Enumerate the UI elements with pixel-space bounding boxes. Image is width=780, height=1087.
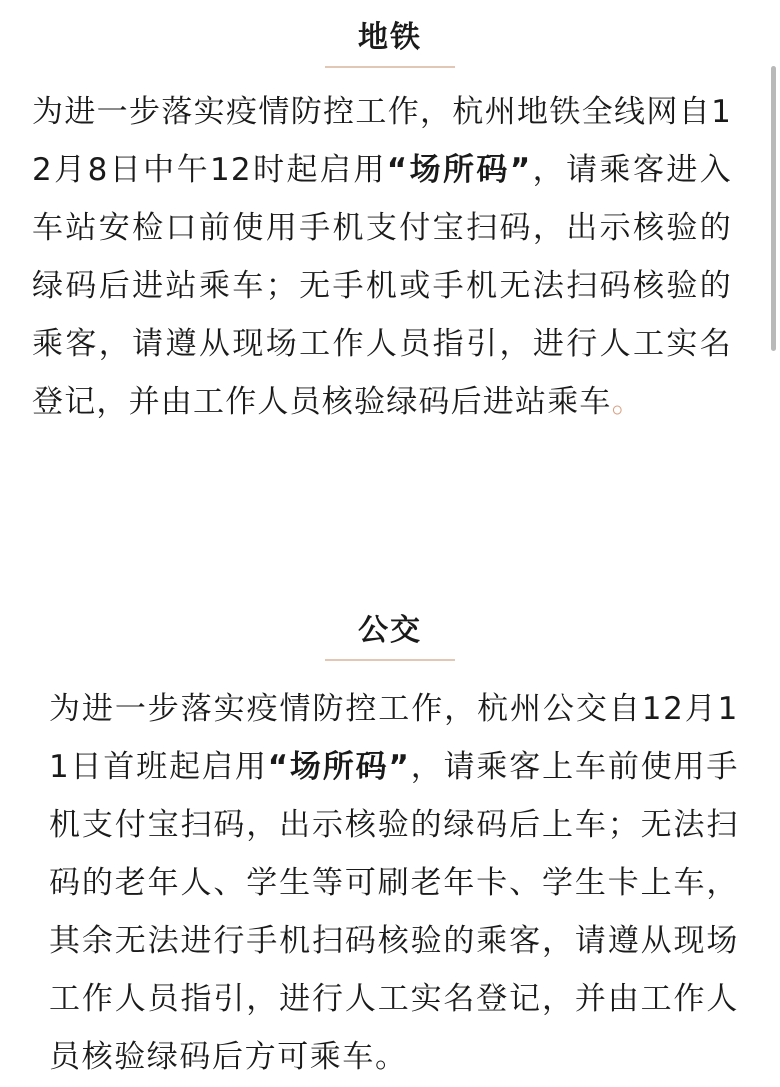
bus-text-before: 为进一步落实疫情防控工作，杭州公交自12月11日首班起启用 — [49, 691, 739, 785]
metro-title: 地铁 — [358, 20, 422, 55]
metro-section-header — [0, 18, 780, 68]
metro-end-punct: 。 — [611, 384, 644, 420]
bus-section-header — [0, 611, 780, 661]
metro-text-before: 为进一步落实疫情防控工作，杭州地铁全线网自12月8日中午12时起启用 — [32, 94, 732, 188]
bus-highlight: “场所码” — [267, 749, 411, 785]
metro-title-underline — [325, 66, 455, 68]
metro-paragraph — [32, 83, 732, 431]
bus-title-underline — [325, 659, 455, 661]
bus-title: 公交 — [358, 613, 422, 648]
bus-paragraph — [49, 680, 739, 1086]
scrollbar[interactable] — [771, 66, 776, 351]
metro-text-after: ，请乘客进入车站安检口前使用手机支付宝扫码，出示核验的绿码后进站乘车；无手机或手机无法扫码核验的乘客，请遵从现场工作人员指引，进行人工实名登记，并由工作人员核验绿码后进站乘车 — [32, 152, 732, 420]
bus-text-after: ，请乘客上车前使用手机支付宝扫码，出示核验的绿码后上车；无法扫码的老年人、学生等可刷老年卡、学生卡上车，其余无法进行手机扫码核验的乘客，请遵从现场工作人员指引，进行人工实名登记，并由工作人员核验绿码后方可乘车。 — [49, 749, 739, 1075]
metro-highlight: “场所码” — [386, 152, 532, 188]
